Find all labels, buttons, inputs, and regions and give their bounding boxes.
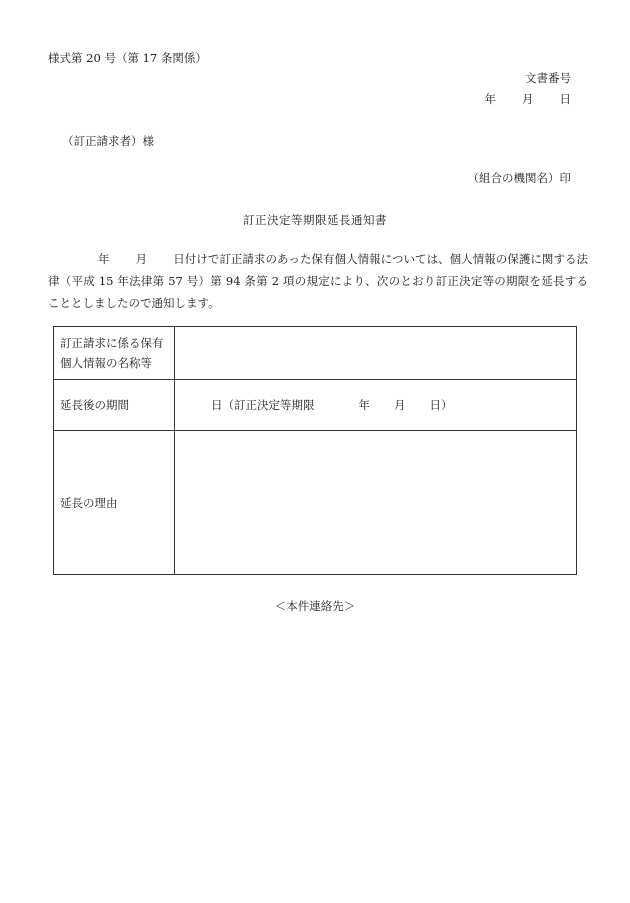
extension-reason-label: 延長の理由 [54,431,175,575]
body-month: 月 [135,252,148,266]
table-row [54,431,577,575]
date-month: 月 [522,92,534,106]
body-text: 日付けで訂正請求のあった保有個人情報については、個人情報の保護に関する法律（平成 15 年法律第 57 号）第 94 条第 2 項の規定により、次のとおり訂正決定等の期限を延長することとしましたので通知します。 [48,252,589,310]
date-day: 日 [559,92,571,106]
recipient: （訂正請求者）様 [62,134,154,148]
form-number: 様式第 20 号（第 17 条関係） [48,51,207,65]
page-title: 訂正決定等期限延長通知書 [243,213,387,227]
info-name-label: 訂正請求に係る保有個人情報の名称等 [54,327,175,380]
info-name-value [175,327,577,380]
period-day-text: 日（訂正決定等期限 [211,398,315,412]
document-number-label: 文書番号 [525,71,571,85]
date-year: 年 [484,92,496,106]
extension-reason-value [175,431,577,575]
info-table [53,326,577,575]
period-end: 日） [429,398,453,412]
document-date [485,91,572,107]
contact-heading: ＜本件連絡先＞ [274,599,356,613]
period-month: 月 [394,398,406,412]
period-year: 年 [358,398,370,412]
body-year: 年 [98,252,110,266]
body-paragraph [48,248,588,314]
table-row [54,327,577,380]
sender-organization: （組合の機関名）印 [467,171,571,185]
extension-period-value [175,380,577,431]
extension-period-label: 延長後の期間 [54,380,175,431]
table-row [54,380,577,431]
